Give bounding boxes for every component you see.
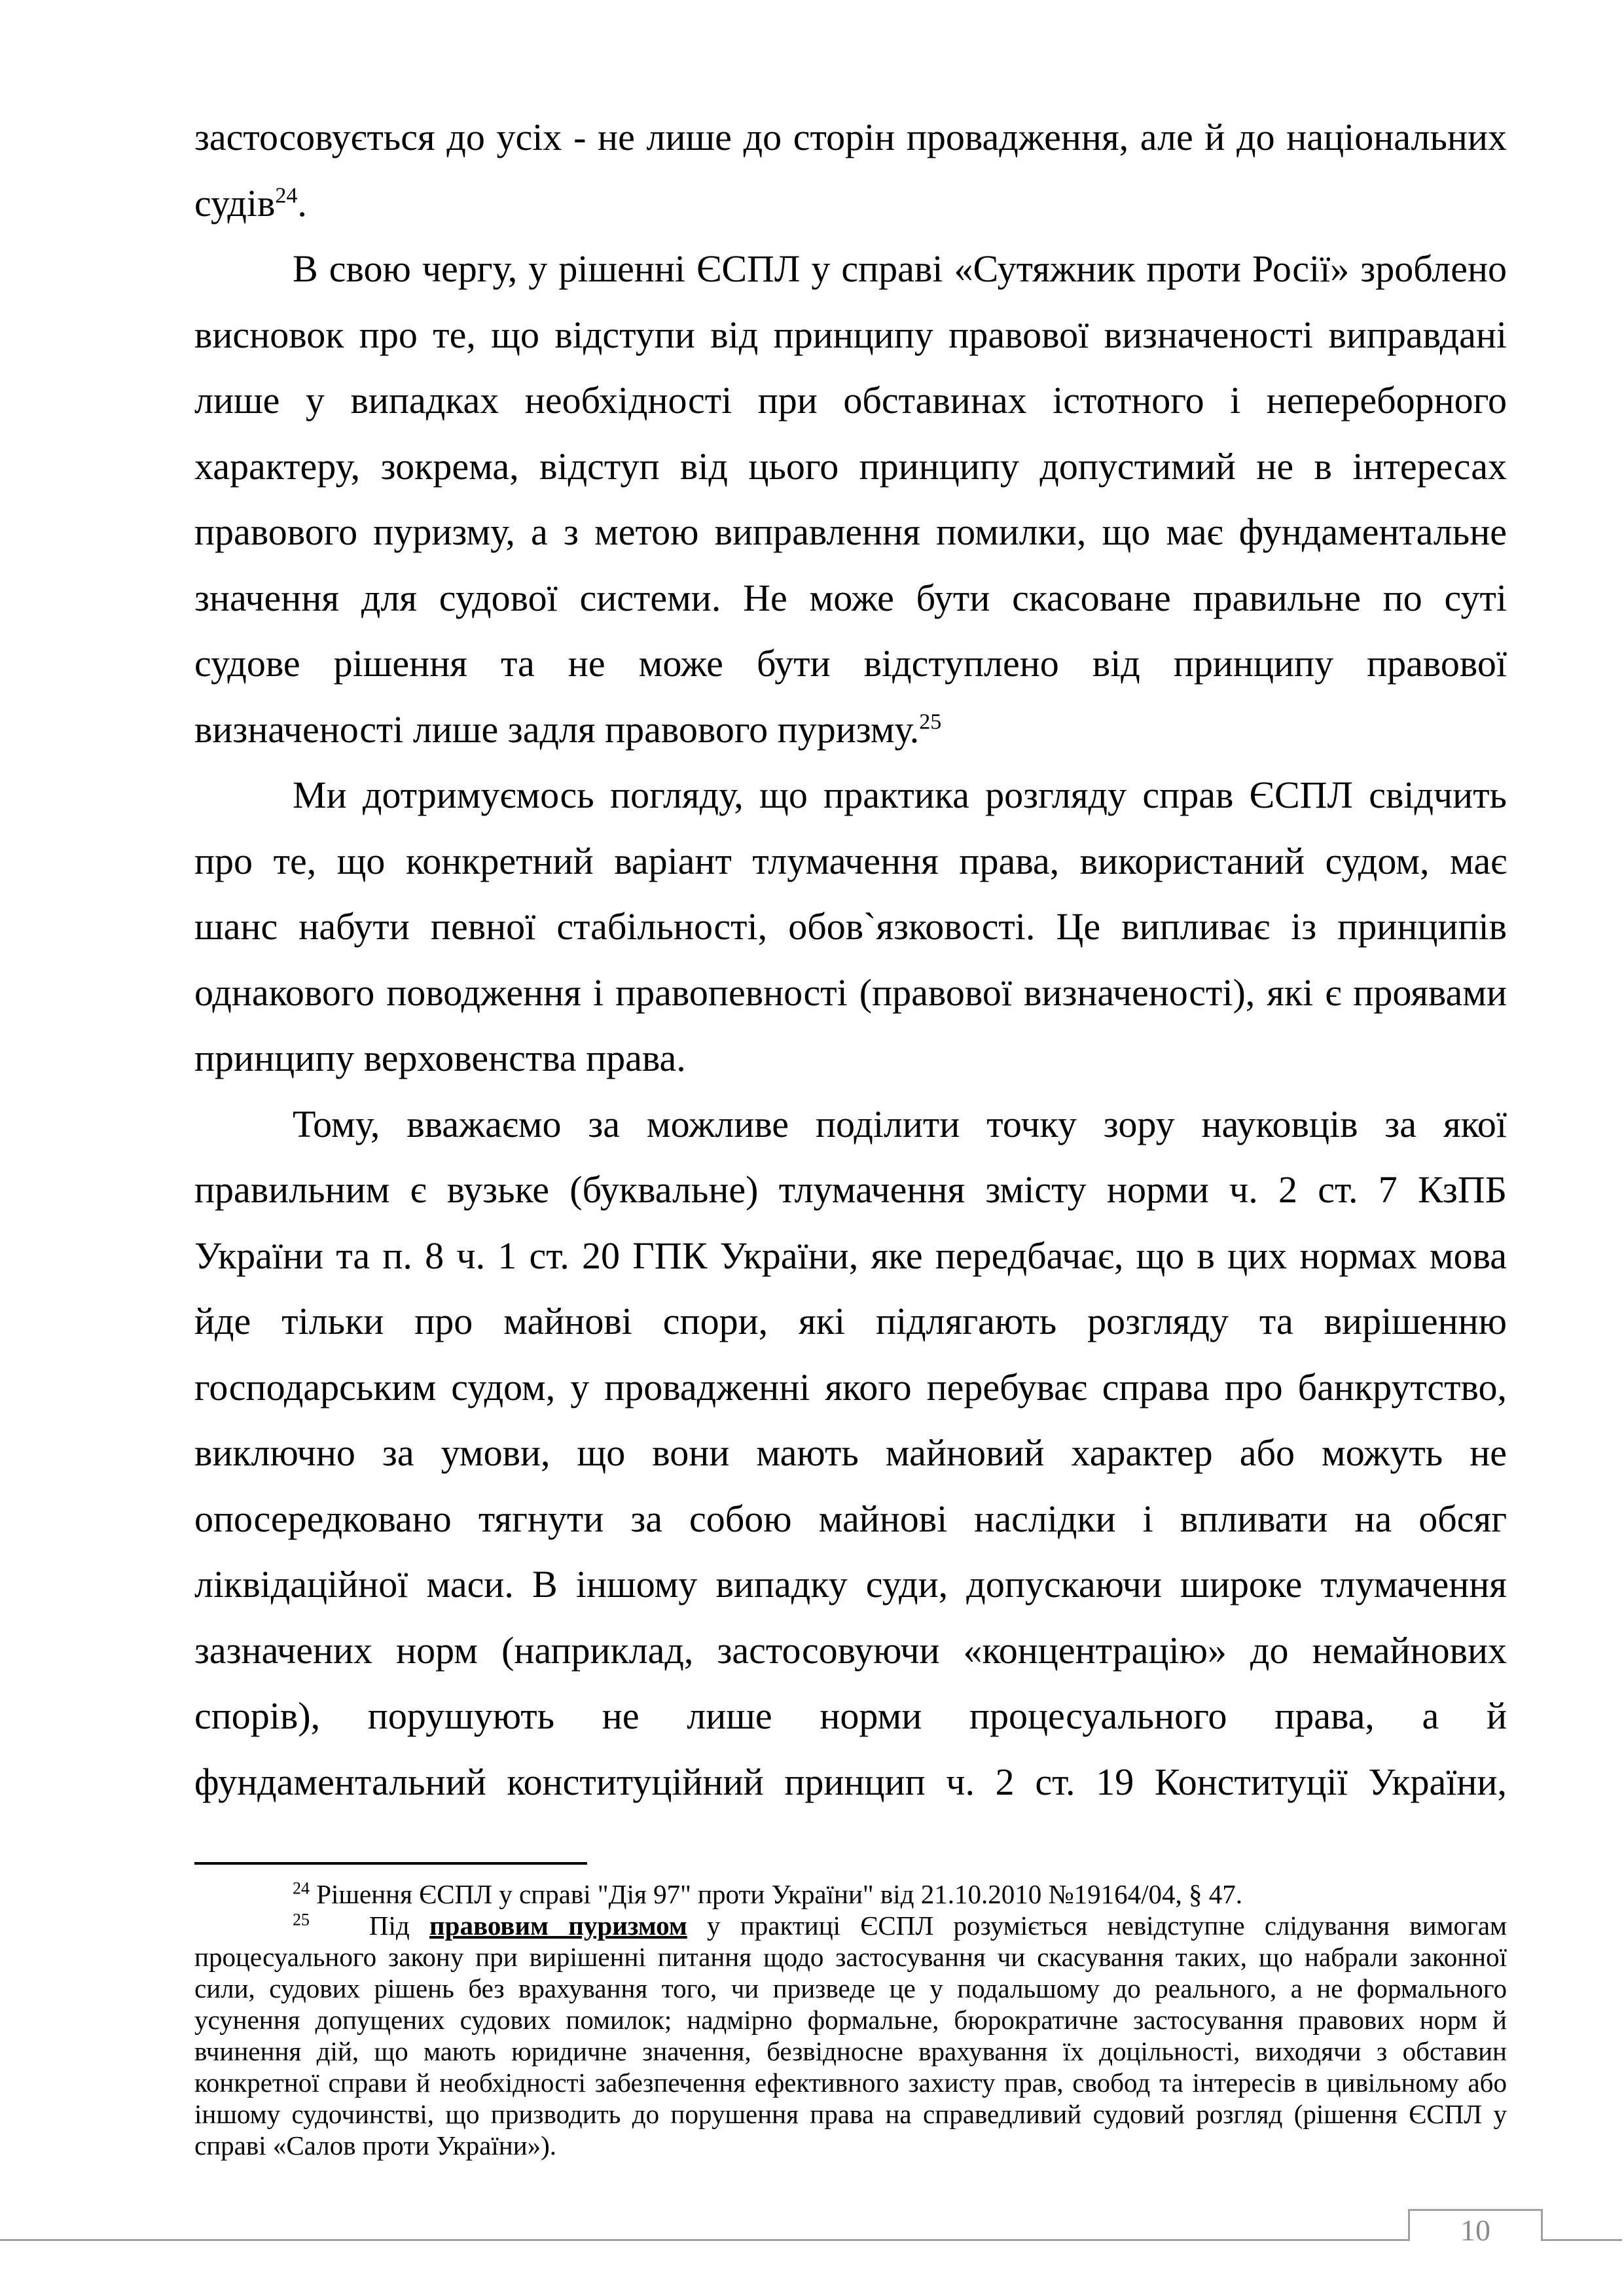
paragraph-3 [194,1092,1507,1816]
paragraph-2 [194,762,1507,1092]
footnote-line: усунення допущених судових помилок; надмірно формальне, бюрократичне застосування правових норм й [194,2005,1507,2035]
text-line: зазначених норм (наприклад, застосовуючи «концентрацію» до немайнових [194,1628,1507,1672]
text-line: судове рішення та не може бути відступлено від принципу правової [194,642,1507,685]
text-line: правового пуризму, а з метою виправлення помилки, що має фундаментальне [194,511,1507,553]
text-line: однакового поводження і правопевності (правової визначеності), які є проявами [194,971,1507,1014]
text-line: господарським судом, у провадженні якого перебуває справа про банкрутство, [194,1365,1507,1408]
text-line: фундаментальний конституційний принцип ч. 2 ст. 19 Конституції України, [194,1760,1507,1803]
footnote-line: іншому судочинстві, що призводить до порушення права на справедливий судовий розгляд (рішення ЄСПЛ у [194,2099,1507,2129]
text-line: України та п. 8 ч. 1 ст. 20 ГПК України, яке передбачає, що в цих нормах мова [194,1234,1507,1277]
footnote-separator [194,1862,587,1865]
footnote-number: 25 [293,1910,310,1929]
footnote-line: вчинення дій, що мають юридичне значення, безвідносне врахування їх доцільності, виходячи з обставин [194,2036,1507,2066]
text-line: опосередковано тягнути за собою майнові наслідки і впливати на обсяг [194,1497,1507,1540]
footnote-line: сили, судових рішень без врахування того, чи призведе це у подальшому до реального, а не формального [194,1973,1507,2003]
text-line: В свою чергу, у рішенні ЄСПЛ у справі «Сутяжник проти Росії» зроблено [293,247,1507,290]
footnotes [194,1878,1507,2161]
footnote-text: Рішення ЄСПЛ у справі "Дія 97" проти України" від 21.10.2010 №19164/04, § 47. [316,1879,1242,1909]
footnote-line: конкретної справи й необхідності забезпечення ефективного захисту прав, свобод та інтересів в цивільному або [194,2068,1507,2098]
text-line: про те, що конкретний варіант тлумачення права, використаний судом, має [194,839,1507,882]
text: судів [194,181,276,224]
footnote-number: 24 [293,1878,310,1898]
text-line: Ми дотримуємось погляду, що практика розгляду справ ЄСПЛ свідчить [293,774,1507,816]
footnote-24 [194,1878,1507,1910]
footnote-line: процесуального закону при вирішенні питання щодо застосування чи скасування таких, що набрали законної [194,1942,1507,1972]
footnote-text: Під [369,1910,430,1941]
paragraph-1 [194,236,1507,762]
text-line: характеру, зокрема, відступ від цього принципу допустимий не в інтересах [194,444,1507,488]
text-line: значення для судової системи. Не може бути скасоване правильне по суті [194,576,1507,619]
footer-line-left [0,2239,1409,2241]
text-line: шанс набути певної стабільності, обов`язковості. Це випливає із принципів [194,905,1507,948]
footnote-line: справі «Салов проти України»). [194,2130,557,2161]
text: визначеності лише задля правового пуризму. [194,708,920,751]
text-line: застосовується до усіх - не лише до сторін провадження, але й до національних [194,116,1507,158]
footer-line-right [1539,2239,1622,2241]
text-line: лише у випадках необхідності при обставинах істотного і непереборного [194,379,1507,422]
text-line: ліквідаційної маси. В іншому випадку суди, допускаючи широке тлумачення [194,1563,1507,1605]
footnote-ref-25[interactable]: 25 [919,709,942,734]
text-line [194,697,1507,763]
text-line: висновок про те, що відступи від принципу правової визначеності виправдані [194,313,1507,356]
footnote-25 [194,1910,1507,1941]
main-text [194,105,1507,1815]
text: . [297,181,307,224]
text-line: спорів), порушують не лише норми процесуального права, а й [194,1695,1507,1737]
text-line: виключно за умови, що вони мають майновий характер або можуть не [194,1431,1507,1474]
footnote-term: правовим пуризмом [429,1910,687,1941]
footnote-text: у практиці ЄСПЛ розуміється невідступне слідування вимогам [687,1910,1507,1941]
text-line: принципу верховенства права. [194,1037,686,1079]
text-line: правильним є вузьке (буквальне) тлумачення змісту норми ч. 2 ст. 7 КзПБ [194,1168,1507,1211]
text-line: Тому, вважаємо за можливе поділити точку зору науковців за якої [293,1102,1507,1145]
text-line [194,171,1507,237]
text-line: йде тільки про майнові спори, які підлягають розгляду та вирішенню [194,1300,1507,1342]
footnote-ref-24[interactable]: 24 [275,183,298,208]
page-number: 10 [1460,2214,1490,2247]
